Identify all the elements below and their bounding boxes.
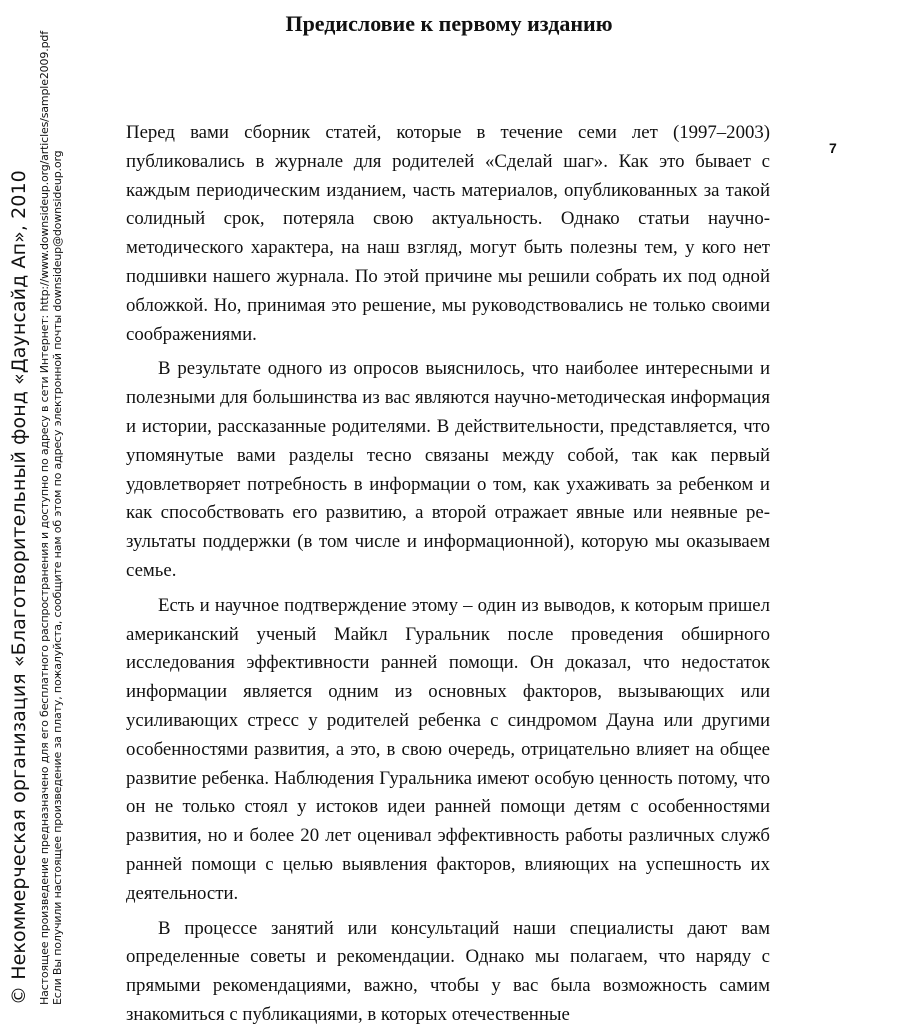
body-text xyxy=(126,119,770,1036)
paragraph-2: В результате одного из опросов выяснилось, что наиболее интересными и полезными для большинства из вас являются научно-методическая информация и истории, рассказанные родителями. В действительности, представляется, что упомянутые вами разделы тесно связаны между собой, так как первый удовлетворяет потребность в информации о том, как ухаживать за ребенком и как способствовать его развитию, а второй отражает явные или неявные результаты поддержки (в том числе и информационной), которую мы оказываем семье. xyxy=(126,358,770,581)
paragraph-1: Перед вами сборник статей, которые в течение семи лет (1997–2003) публиковались в журнале для родителей «Сделай шаг». Как это бывает с каждым периодическим изданием, часть материалов, опубликованных за такой солидный срок, потеряла свою актуальность. Однако статьи научно-методического характера, на наш взгляд, могут быть полезны тем, у кого нет подшивки нашего журнала. По этой причине мы решили собрать их под одной обложкой. Но, принимая это решение, мы руководствовались не только своими соображениями. xyxy=(126,122,770,345)
payment-notice: Если Вы получили настоящее произведение за плату, пожалуйста, сообщите нам об этом по адресу электронной почты downsideup@downsideup.org xyxy=(51,150,64,1005)
page-title: Предисловие к первому изданию xyxy=(285,11,613,36)
paragraph-3: Есть и научное подтверждение этому – один из выводов, к которым пришел американский ученый Майкл Гуральник после проведения обширного исследования эффективности ранней помощи. Он доказал, что недостаток информации является одним из основных факторов, вызывающих или усиливающих стресс у родителей ребенка с синдромом Дауна или другими особенностями развития, а это, в свою очередь, отрицательно влияет на общее развитие ребенка. Наблюдения Гуральника имеют особую ценность потому, что он не только стоял у истоков идеи ранней помощи детям с особенностями развития, но и более 20 лет оценивал эффективность работы различных служб ранней помощи с целью выявления факторов, влияющих на успешность их деятельности. xyxy=(126,594,770,904)
paragraph-4: В процессе занятий или консультаций наши специалисты дают вам определенные советы и рекомендации. Однако мы полагаем, что наряду с прямыми рекомендациями, важно, чтобы у вас была возможность самим знакомиться с публикациями, в которых отечественные xyxy=(126,917,770,1025)
distribution-notice: Настоящее произведение предназначено для его бесплатного распространения и доступно по адресу в сети Интернет: http://www.downsideup.org/articles/sample2009.pdf xyxy=(38,31,51,1005)
copyright-notice: © Некоммерческая организация «Благотворительный фонд «Даунсайд Ап», 2010 xyxy=(8,170,30,1005)
page-number: 7 xyxy=(829,140,837,156)
copyright-sidebar xyxy=(0,5,90,1005)
